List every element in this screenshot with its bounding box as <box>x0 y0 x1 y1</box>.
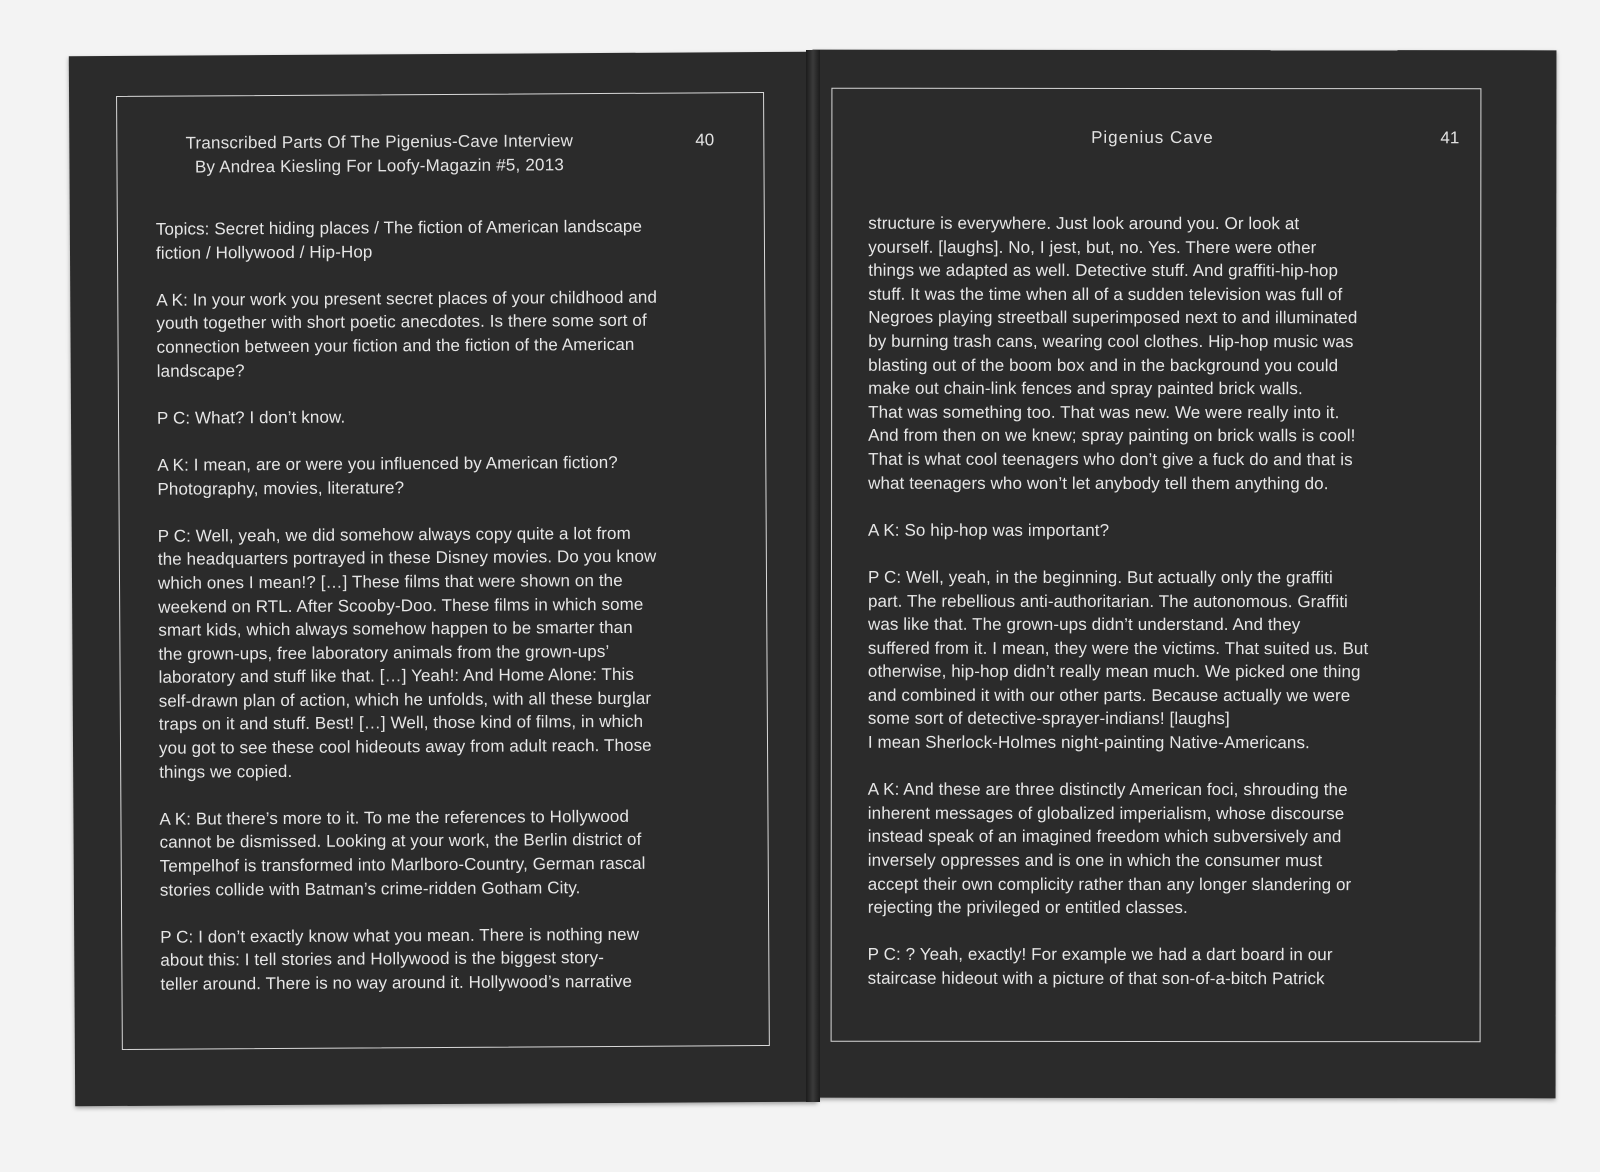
left-page <box>69 52 817 1107</box>
interview-paragraph: P C: What? I don’t know. <box>156 407 346 428</box>
interview-paragraph: A K: I mean, are or were you influenced by American fiction? Photography, movies, literature? <box>157 452 618 499</box>
left-page-header-title: Transcribed Parts Of The Pigenius-Cave Interview By Andrea Kiesling For Loofy-Magazin #5, 2013 <box>185 131 574 177</box>
interview-paragraph: P C: Well, yeah, in the beginning. But actually only the graffiti part. The rebellious anti-authoritarian. The autonomous. Graffiti was like that. The grown-ups didn’t understand. And they suffered from it. I mean, they were the victims. That suited us. But otherwise, hip-hop didn’t really mean much. We picked one thing and combined it with our other parts. Because actually we were some sort of detective-sprayer-indians! [laughs] I mean Sherlock-Holmes night-painting Native-Americans. <box>867 567 1369 753</box>
interview-paragraph: P C: I don’t exactly know what you mean. There is nothing new about this: I tell stories and Hollywood is the biggest story- teller around. There is no way around it. Hollywood’s narrative <box>160 924 640 994</box>
left-page-body <box>156 214 733 1020</box>
right-page-number: 41 <box>1440 128 1460 148</box>
interview-paragraph: P C: Well, yeah, we did somehow always copy quite a lot from the headquarters portrayed in these Disney movies. Do you know which ones I mean!? […] These films that were shown on the weekend on RTL. After Scooby-Doo. These films in which some smart kids, which always somehow happen to be smarter than the grown-ups, free laboratory animals from the grown-ups’ laboratory and stuff like that. […] Yeah!: And Home Alone: This self-drawn plan of action, which he unfolds, with all these burglar traps on it and stuff. Best! […] Well, those kind of films, in which you got to see these cool hideouts away from adult reach. Those things we copied. <box>157 523 657 782</box>
right-page <box>812 50 1557 1099</box>
interview-paragraph: A K: In your work you present secret places of your childhood and youth together with short poetic anecdotes. Is there some sort of connection between your fiction and the fiction of the American landscape? <box>156 287 658 381</box>
right-page-body <box>868 212 1445 1015</box>
left-page-number: 40 <box>695 130 715 150</box>
interview-paragraph: P C: ? Yeah, exactly! For example we had a dart board in our staircase hideout with a picture of that son-of-a-bitch Patrick <box>867 945 1333 989</box>
topics-paragraph: Topics: Secret hiding places / The fiction of American landscape fiction / Hollywood / Hip-Hop <box>155 216 643 263</box>
interview-paragraph: A K: But there’s more to it. To me the references to Hollywood cannot be dismissed. Looking at your work, the Berlin district of Tempelhof is transformed into Marlboro-Country, German rascal stories collide with Batman’s crime-ridden Gotham City. <box>159 806 646 900</box>
right-page-header-title: Pigenius Cave <box>1091 127 1214 148</box>
book-gutter <box>806 50 820 1102</box>
interview-paragraph: structure is everywhere. Just look around you. Or look at yourself. [laughs]. No, I jest, but, no. Yes. There were other things we adapted as well. Detective stuff. And graffiti-hip-hop stuff. It was the time when all of a sudden television was full of Negroes playing streetball superimposed next to and illuminated by burning trash cans, wearing cool clothes. Hip-hop music was blasting out of the boom box and in the background you could make out chain-link fences and spray painted brick walls. That was something too. That was new. We were really into it. And from then on we knew; spray painting on brick walls is cool! That is what cool teenagers who don’t give a fuck do and that is what teenagers who won’t let anybody tell them anything do. <box>868 213 1358 493</box>
interview-paragraph: A K: So hip-hop was important? <box>868 520 1110 540</box>
interview-paragraph: A K: And these are three distinctly American foci, shrouding the inherent messages of globalized imperialism, whose discourse instead speak of an imagined freedom which subversively and inversely oppresses and is one in which the consumer must accept their own complicity rather than any longer slandering or rejecting the privileged or entitled classes. <box>867 779 1352 918</box>
